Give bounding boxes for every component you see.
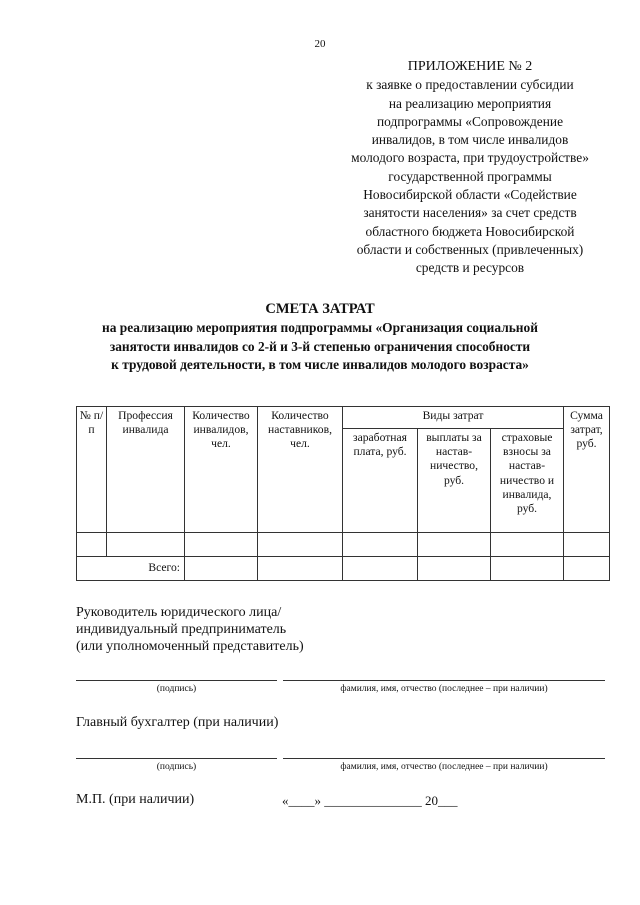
header-total-sum: Сумма затрат, руб. [564, 407, 610, 533]
accountant-signature-line [76, 758, 277, 759]
appendix-line: к заявке о предоставлении субсидии [366, 77, 574, 93]
table-row [77, 533, 610, 557]
table-cell [343, 533, 418, 557]
table-cell [418, 557, 491, 581]
manager-line: (или уполномоченный представитель) [76, 639, 304, 654]
manager-signature-line [76, 680, 277, 681]
manager-line: индивидуальный предприниматель [76, 622, 287, 637]
header-mentor-count: Количество наставников, чел. [258, 407, 343, 533]
table-cell [185, 557, 258, 581]
page-number: 20 [314, 38, 326, 50]
date-field: «____» _______________ 20___ [282, 793, 458, 808]
appendix-line: молодого возраста, при трудоустройстве» [351, 150, 589, 166]
appendix-line: государственной программы [388, 168, 552, 184]
manager-block [76, 604, 496, 655]
table-cell [258, 557, 343, 581]
table-cell [258, 533, 343, 557]
appendix-line: занятости населения» за счет средств [363, 205, 577, 221]
header-profession: Профессия инвалида [107, 407, 185, 533]
stamp-label: М.П. (при наличии) [76, 792, 195, 807]
table-cell [491, 533, 564, 557]
header-mentoring-payments: выплаты за настав-ничество, руб. [418, 429, 491, 533]
table-cell [564, 533, 610, 557]
header-insurance: страховые взносы за настав-ничество и инвалида, руб. [491, 429, 564, 533]
appendix-line: на реализацию мероприятия [388, 95, 552, 111]
appendix-line: области и собственных (привлеченных) [356, 241, 584, 257]
table-cell [77, 533, 107, 557]
appendix-line: областного бюджета Новосибирской [365, 223, 575, 239]
manager-name-caption: фамилия, имя, отчество (последнее – при наличии) [340, 684, 548, 694]
appendix-title: ПРИЛОЖЕНИЕ № 2 [407, 59, 533, 74]
table-total-row [77, 557, 610, 581]
header-salary: заработная плата, руб. [343, 429, 418, 533]
accountant-name-caption: фамилия, имя, отчество (последнее – при наличии) [340, 762, 548, 772]
accountant-label: Главный бухгалтер (при наличии) [76, 715, 279, 730]
table-cell [343, 557, 418, 581]
manager-name-line [283, 680, 605, 681]
header-disabled-count: Количество инвалидов, чел. [185, 407, 258, 533]
cost-estimate-table [76, 406, 610, 581]
table-cell [418, 533, 491, 557]
estimate-subtitle-line: на реализацию мероприятия подпрограммы «Организация социальной [102, 320, 538, 335]
estimate-subtitle-line: занятости инвалидов со 2-й и 3-й степенью ограничения способности [109, 338, 531, 354]
header-number: № п/п [77, 407, 107, 533]
appendix-line: инвалидов, в том числе инвалидов [371, 132, 569, 148]
appendix-line: Новосибирской области «Содействие [363, 187, 577, 203]
table-cell [491, 557, 564, 581]
table-cell [107, 533, 185, 557]
manager-signature-caption: (подпись) [156, 684, 197, 694]
manager-line: Руководитель юридического лица/ [76, 605, 282, 620]
estimate-heading [40, 300, 600, 375]
accountant-signature-caption: (подпись) [156, 762, 197, 772]
appendix-block [330, 58, 610, 278]
header-cost-types: Виды затрат [343, 407, 564, 429]
table-cell [564, 557, 610, 581]
estimate-subtitle-line: к трудовой деятельности, в том числе инвалидов молодого возраста» [111, 357, 529, 372]
total-label: Всего: [77, 557, 185, 581]
table-cell [185, 533, 258, 557]
estimate-title: СМЕТА ЗАТРАТ [265, 301, 375, 317]
accountant-name-line [283, 758, 605, 759]
appendix-line: средств и ресурсов [415, 260, 525, 276]
appendix-line: подпрограммы «Сопровождение [376, 113, 564, 129]
